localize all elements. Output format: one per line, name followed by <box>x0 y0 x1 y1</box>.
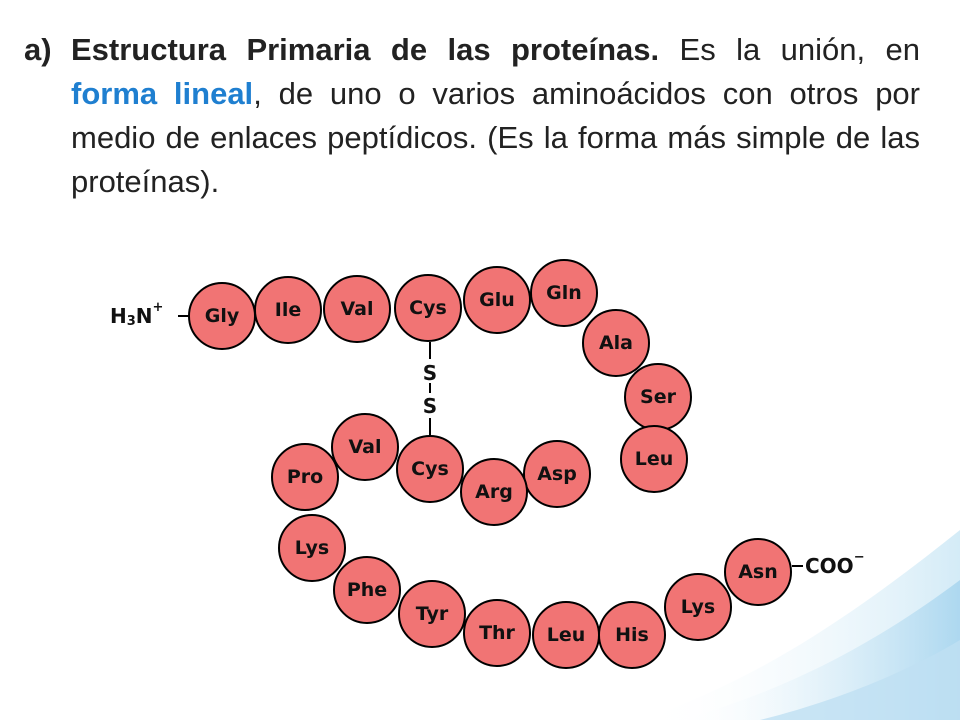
residue-16-phe <box>334 557 400 623</box>
paragraph-text-2: , de uno o varios aminoácidos con otros por medio de enlaces peptídicos. (Es la forma más simple de las proteínas). <box>71 76 921 199</box>
residue-label: Thr <box>479 622 515 644</box>
residue-label: Val <box>348 436 382 458</box>
residue-20-his <box>599 602 665 668</box>
residue-chain <box>189 260 791 668</box>
residue-21-lys <box>665 574 731 640</box>
highlighted-term: forma lineal <box>71 76 254 111</box>
residue-label: Cys <box>409 297 447 319</box>
residue-label: Asn <box>738 561 778 583</box>
residue-label: Glu <box>479 289 515 311</box>
paragraph-text-1: Es la unión, en <box>659 32 920 67</box>
residue-18-thr <box>464 600 530 666</box>
residue-label: Ala <box>598 332 634 354</box>
c-terminus-label: COO− <box>805 549 865 578</box>
residue-17-tyr <box>399 581 465 647</box>
residue-label: Asp <box>537 463 577 485</box>
n-terminus-label: $H_3N^+$ <box>110 299 164 329</box>
residue-label: Gly <box>204 305 240 327</box>
residue-label: Arg <box>475 481 513 503</box>
residue-5-glu <box>464 267 530 333</box>
residue-label: Val <box>340 298 374 320</box>
residue-10-asp <box>524 441 590 507</box>
residue-label: Phe <box>346 579 388 601</box>
residue-9-leu <box>621 426 687 492</box>
residue-label: Leu <box>546 624 586 646</box>
paragraph-heading: Estructura Primaria de las proteínas. <box>71 32 660 67</box>
residue-12-cys <box>397 436 463 502</box>
residue-13-val <box>332 414 398 480</box>
residue-label: Leu <box>634 448 674 470</box>
residue-11-arg <box>461 459 527 525</box>
residue-label: Lys <box>294 537 330 559</box>
list-marker: a) <box>24 32 52 67</box>
residue-4-cys <box>395 275 461 341</box>
residue-label: His <box>615 624 649 646</box>
residue-label: Lys <box>680 596 716 618</box>
residue-label: Cys <box>411 458 449 480</box>
sulfur-label-2: S <box>422 394 438 418</box>
residue-label: Ile <box>274 299 302 321</box>
residue-8-ser <box>625 364 691 430</box>
residue-label: Pro <box>286 466 324 488</box>
residue-label: Tyr <box>415 603 449 625</box>
residue-2-ile <box>255 277 321 343</box>
residue-3-val <box>324 276 390 342</box>
residue-6-gln <box>531 260 597 326</box>
residue-label: Ser <box>640 386 676 408</box>
residue-7-ala <box>583 310 649 376</box>
residue-1-gly <box>189 283 255 349</box>
sulfur-label-1: S <box>422 361 438 385</box>
residue-14-pro <box>272 444 338 510</box>
residue-label: Gln <box>546 282 582 304</box>
residue-15-lys <box>279 515 345 581</box>
residue-22-asn <box>725 539 791 605</box>
residue-19-leu <box>533 602 599 668</box>
